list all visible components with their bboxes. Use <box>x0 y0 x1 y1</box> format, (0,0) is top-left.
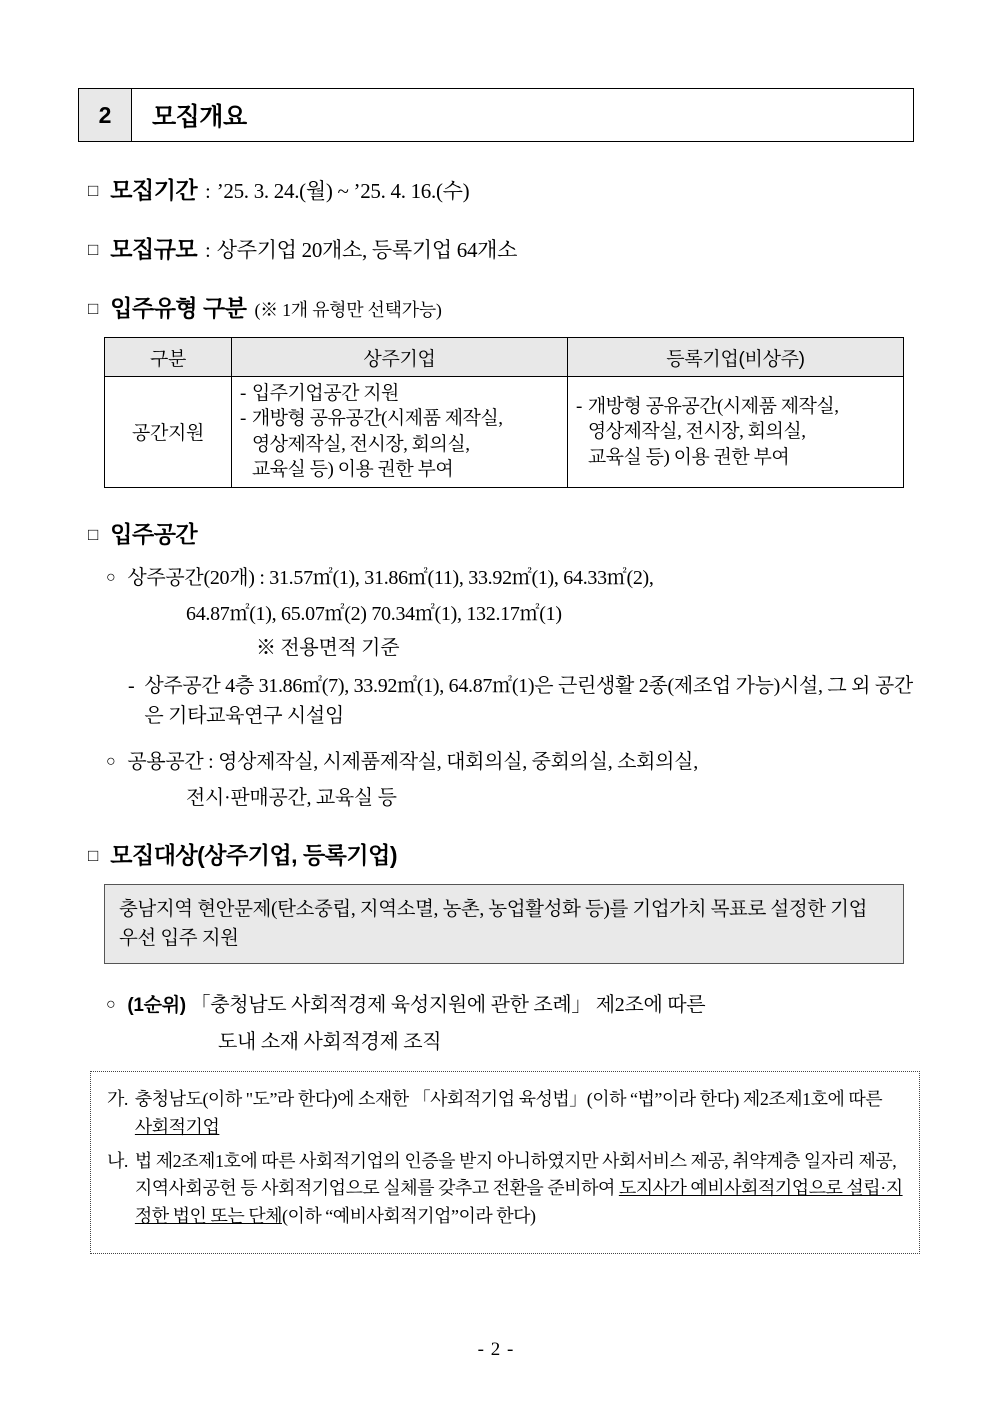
table-row <box>105 377 904 488</box>
legal-note-part-underlined: 도지사가 예비사회적기업으로 설립·지정한 법인 또는 단체 <box>134 1178 903 1227</box>
dash-icon: - <box>240 383 246 404</box>
legal-note-body <box>135 1086 903 1142</box>
common-space-separator: : <box>208 750 214 773</box>
legal-note-part: 법 제2조제1호에 따른 사회적기업의 인증을 받지 아니하였지만 사회서비스 제공, 취약계층 일자리 제공, 지역사회공헌 등 사회적기업으로 실체를 갖추고 전환을 준비하여 <box>134 1150 897 1199</box>
resident-space-separator: : <box>259 566 265 589</box>
table-cell-registered <box>568 377 904 488</box>
item-recruit-target <box>88 837 914 870</box>
legal-note-part: 충청남도(이하 "도”라 한다)에 소재한 「사회적기업 육성법」(이하 “법”이라 한다) 제2조제1호에 따른 <box>134 1088 883 1109</box>
resident-line-1-text: 입주기업공간 지원 <box>251 383 399 404</box>
legal-note-marker: 가. <box>107 1088 128 1109</box>
table-header-registered: 등록기업(비상주) <box>568 338 904 377</box>
resident-line-2b: 영상제작실, 전시장, 회의실, <box>251 433 470 455</box>
common-space-label: 공용공간 <box>127 750 204 773</box>
legal-notes-box <box>90 1071 920 1254</box>
legal-note-item <box>107 1086 903 1142</box>
legal-note-marker: 나. <box>107 1150 128 1171</box>
resident-line-2c: 교육실 등) 이용 권한 부여 <box>251 459 454 481</box>
occupancy-type-label: 입주유형 구분 <box>110 295 247 321</box>
square-bullet-icon: □ <box>88 240 99 259</box>
section-title: 모집개요 <box>152 103 247 131</box>
dash-icon: - <box>576 395 582 417</box>
recruit-scale-separator: : <box>205 240 211 262</box>
priority-highlight-box: 충남지역 현안문제(탄소중립, 지역소멸, 농촌, 농업활성화 등)를 기업가치 목표로 설정한 기업 우선 입주 지원 <box>104 884 904 965</box>
dash-icon: - <box>240 408 246 430</box>
priority-rank-row <box>106 990 914 1021</box>
item-occupancy-space <box>88 516 914 549</box>
recruit-period-separator: : <box>205 181 211 203</box>
registered-line-1 <box>576 394 895 470</box>
recruit-period-value: ’25. 3. 24.(월) ~ ’25. 4. 16.(수) <box>216 179 470 203</box>
occupancy-type-table <box>104 337 904 488</box>
square-bullet-icon: □ <box>88 181 99 200</box>
resident-space-row <box>106 563 914 593</box>
common-space-row <box>106 747 914 777</box>
section-header <box>78 88 914 142</box>
table-header-category: 구분 <box>105 338 232 377</box>
circle-bullet-icon: ○ <box>106 996 116 1014</box>
item-recruit-scale <box>88 231 914 264</box>
legal-note-body <box>135 1148 903 1232</box>
section-number: 2 <box>79 89 132 141</box>
resident-space-line1: 31.57㎡(1), 31.86㎡(11), 33.92㎡(1), 64.33㎡(2), <box>269 566 654 589</box>
registered-line-1c: 교육실 등) 이용 권한 부여 <box>587 446 790 468</box>
square-bullet-icon: □ <box>88 299 99 318</box>
item-occupancy-type <box>88 290 914 323</box>
resident-line-2-text <box>252 406 503 482</box>
table-header-resident: 상주기업 <box>232 338 568 377</box>
dash-icon: - <box>128 674 135 697</box>
circle-bullet-icon: ○ <box>106 568 116 586</box>
legal-note-part-tail: (이하 “예비사회적기업”이라 한다) <box>282 1206 536 1227</box>
recruit-scale-label: 모집규모 <box>110 236 198 262</box>
priority-rank-line1: 「충청남도 사회적경제 육성지원에 관한 조례」 제2조에 따른 <box>190 994 706 1017</box>
resident-space-detail-row <box>128 671 914 731</box>
table-header-row <box>105 338 904 377</box>
recruit-target-label: 모집대상(상주기업, 등록기업) <box>110 841 397 868</box>
registered-line-text <box>588 394 839 470</box>
page-number: - 2 - <box>477 1339 515 1360</box>
square-bullet-icon: □ <box>88 845 99 865</box>
resident-line-1 <box>240 381 559 406</box>
legal-note-item <box>107 1148 903 1232</box>
recruit-period-label: 모집기간 <box>110 177 198 203</box>
resident-space-text <box>127 563 653 593</box>
resident-space-line2: 64.87㎡(1), 65.07㎡(2) 70.34㎡(1), 132.17㎡(1) <box>186 602 562 625</box>
item-recruit-period <box>88 172 914 205</box>
circle-bullet-icon: ○ <box>106 752 116 770</box>
resident-line-2 <box>240 406 559 482</box>
table-cell-resident <box>232 377 568 488</box>
resident-space-detail-text: 상주공간 4층 31.86㎡(7), 33.92㎡(1), 64.87㎡(1)은 근린생활 2종(제조업 가능)시설, 그 외 공간은 기타교육연구 시설임 <box>144 674 913 727</box>
registered-line-1a: 개방형 공유공간(시제품 제작실, <box>587 395 839 417</box>
legal-note-part-underlined: 사회적기업 <box>134 1116 220 1137</box>
priority-rank-line2: 도내 소재 사회적경제 조직 <box>218 1030 442 1053</box>
square-bullet-icon: □ <box>88 524 99 544</box>
occupancy-type-note: (※ 1개 유형만 선택가능) <box>254 300 442 320</box>
common-space-line1: 영상제작실, 시제품제작실, 대회의실, 중회의실, 소회의실, <box>218 750 698 773</box>
priority-rank-text <box>127 990 705 1021</box>
registered-line-1b: 영상제작실, 전시장, 회의실, <box>587 421 806 443</box>
occupancy-space-label: 입주공간 <box>110 520 198 547</box>
recruit-scale-value: 상주기업 20개소, 등록기업 64개소 <box>216 238 518 262</box>
resident-space-label: 상주공간(20개) <box>127 566 255 589</box>
resident-space-note: ※ 전용면적 기준 <box>256 636 400 659</box>
table-cell-row-label: 공간지원 <box>105 377 232 488</box>
resident-line-2a: 개방형 공유공간(시제품 제작실, <box>251 408 503 430</box>
common-space-text <box>127 747 698 777</box>
priority-rank-label: (1순위) <box>127 995 186 1017</box>
common-space-line2: 전시·판매공간, 교육실 등 <box>186 786 397 809</box>
